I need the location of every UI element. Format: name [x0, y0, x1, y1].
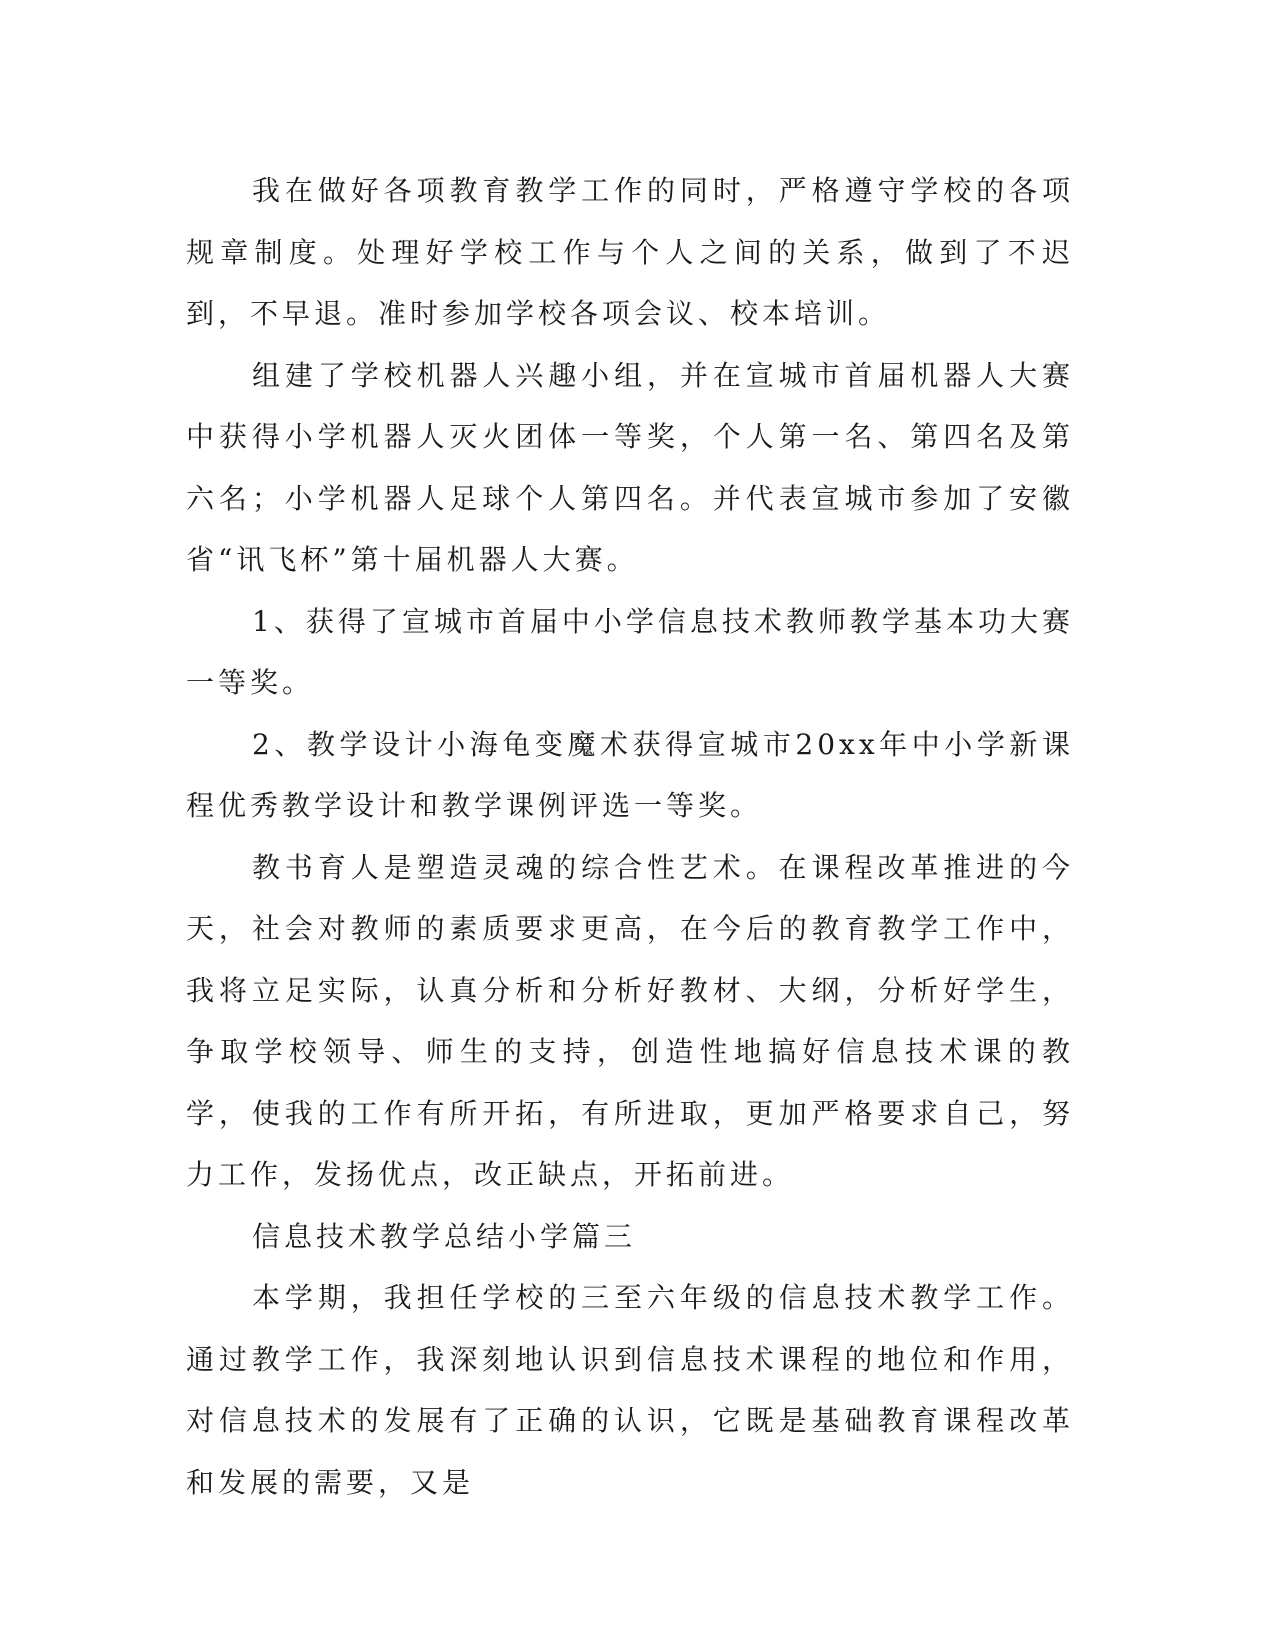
- document-body: [186, 160, 1074, 1513]
- paragraph-award-2: 2、教学设计小海龟变魔术获得宣城市20xx年中小学新课程优秀教学设计和教学课例评选一等奖。: [186, 727, 1074, 822]
- section-title: 信息技术教学总结小学篇三: [252, 1219, 637, 1253]
- paragraph-semester: 本学期，我担任学校的三至六年级的信息技术教学工作。通过教学工作，我深刻地认识到信息技术课程的地位和作用，对信息技术的发展有了正确的认识，它既是基础教育课程改革和发展的需要，又是: [186, 1281, 1074, 1499]
- paragraph-rules: 我在做好各项教育教学工作的同时，严格遵守学校的各项规章制度。处理好学校工作与个人之间的关系，做到了不迟到，不早退。准时参加学校各项会议、校本培训。: [186, 174, 1074, 330]
- paragraph-outlook: 教书育人是塑造灵魂的综合性艺术。在课程改革推进的今天，社会对教师的素质要求更高，在今后的教育教学工作中，我将立足实际，认真分析和分析好教材、大纲，分析好学生，争取学校领导、师生的支持，创造性地搞好信息技术课的教学，使我的工作有所开拓，有所进取，更加严格要求自己，努力工作，发扬优点，改正缺点，开拓前进。: [186, 850, 1074, 1191]
- paragraph-award-1: 1、获得了宣城市首届中小学信息技术教师教学基本功大赛一等奖。: [186, 604, 1074, 699]
- paragraph-robot-club: 组建了学校机器人兴趣小组，并在宣城市首届机器人大赛中获得小学机器人灭火团体一等奖，个人第一名、第四名及第六名；小学机器人足球个人第四名。并代表宣城市参加了安徽省“讯飞杯”第十届机器人大赛。: [186, 358, 1074, 576]
